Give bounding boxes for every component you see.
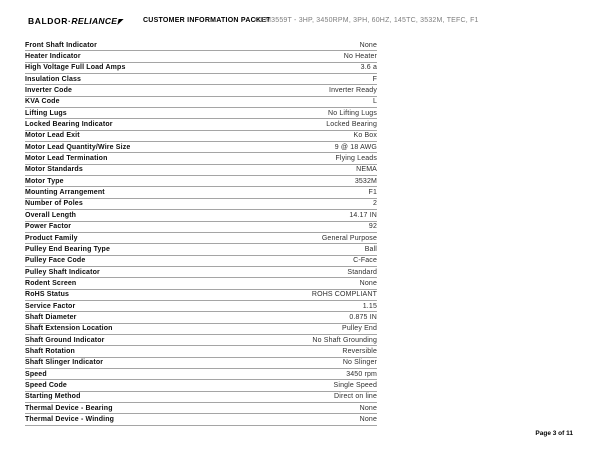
spec-label: Service Factor bbox=[25, 302, 76, 310]
spec-value: Inverter Ready bbox=[328, 87, 377, 95]
spec-value: Pulley End bbox=[342, 325, 377, 333]
table-row bbox=[25, 108, 377, 119]
spec-value: C-Face bbox=[353, 257, 377, 265]
spec-label: Starting Method bbox=[25, 393, 81, 401]
spec-label: Motor Standards bbox=[25, 166, 83, 174]
spec-label: Motor Lead Exit bbox=[25, 132, 80, 140]
spec-label: Shaft Rotation bbox=[25, 347, 75, 355]
logo-reliance-text: RELIANCE bbox=[71, 16, 118, 26]
table-row bbox=[25, 414, 377, 425]
table-row bbox=[25, 278, 377, 289]
page-number: Page 3 of 11 bbox=[535, 430, 573, 437]
spec-label: Thermal Device - Bearing bbox=[25, 404, 113, 412]
table-row bbox=[25, 119, 377, 130]
spec-value: 3450 rpm bbox=[346, 370, 377, 378]
spec-label: Overall Length bbox=[25, 211, 77, 219]
spec-value: Standard bbox=[347, 268, 377, 276]
spec-value: Ko Box bbox=[353, 132, 377, 140]
logo-separator: · bbox=[67, 16, 72, 26]
spec-label: Insulation Class bbox=[25, 75, 82, 83]
spec-value: 92 bbox=[368, 223, 377, 231]
spec-value: None bbox=[359, 404, 377, 412]
table-row bbox=[25, 244, 377, 255]
table-row bbox=[25, 346, 377, 357]
spec-label: Motor Type bbox=[25, 177, 64, 185]
table-row bbox=[25, 392, 377, 403]
spec-label: Number of Poles bbox=[25, 200, 83, 208]
spec-label: Front Shaft Indicator bbox=[25, 41, 97, 49]
spec-value: Single Speed bbox=[333, 381, 377, 389]
table-row bbox=[25, 380, 377, 391]
document-title: CUSTOMER INFORMATION PACKET bbox=[143, 17, 271, 24]
spec-label: Thermal Device - Winding bbox=[25, 416, 115, 424]
spec-label: RoHS Status bbox=[25, 291, 70, 299]
spec-label: Pulley Shaft Indicator bbox=[25, 268, 100, 276]
spec-label: High Voltage Full Load Amps bbox=[25, 64, 126, 72]
spec-label: Speed bbox=[25, 370, 47, 378]
table-row bbox=[25, 358, 377, 369]
spec-label: Pulley End Bearing Type bbox=[25, 245, 111, 253]
spec-label: Lifting Lugs bbox=[25, 109, 67, 117]
table-row bbox=[25, 85, 377, 96]
spec-value: 9 @ 18 AWG bbox=[334, 143, 377, 151]
spec-value: 14.17 IN bbox=[349, 211, 377, 219]
spec-label: Motor Lead Termination bbox=[25, 155, 108, 163]
spec-label: Rodent Screen bbox=[25, 279, 77, 287]
table-row bbox=[25, 199, 377, 210]
table-row bbox=[25, 369, 377, 380]
baldor-reliance-logo bbox=[28, 16, 123, 26]
spec-label: Shaft Diameter bbox=[25, 313, 77, 321]
table-row bbox=[25, 210, 377, 221]
spec-value: Locked Bearing bbox=[326, 121, 377, 129]
table-row bbox=[25, 131, 377, 142]
spec-label: KVA Code bbox=[25, 98, 60, 106]
table-row bbox=[25, 233, 377, 244]
spec-label: Product Family bbox=[25, 234, 78, 242]
table-row bbox=[25, 153, 377, 164]
spec-value: 2 bbox=[372, 200, 377, 208]
table-row bbox=[25, 222, 377, 233]
spec-value: Flying Leads bbox=[335, 155, 377, 163]
spec-value: Direct on line bbox=[334, 393, 377, 401]
spec-value: 1.15 bbox=[362, 302, 377, 310]
spec-label: Motor Lead Quantity/Wire Size bbox=[25, 143, 131, 151]
spec-label: Locked Bearing Indicator bbox=[25, 121, 113, 129]
table-row bbox=[25, 63, 377, 74]
spec-value: None bbox=[359, 416, 377, 424]
table-row bbox=[25, 324, 377, 335]
table-row bbox=[25, 403, 377, 414]
table-row bbox=[25, 301, 377, 312]
spec-value: No Shaft Grounding bbox=[312, 336, 377, 344]
table-row bbox=[25, 165, 377, 176]
spec-value: 3.6 a bbox=[360, 64, 377, 72]
document-header bbox=[0, 0, 600, 30]
table-row bbox=[25, 187, 377, 198]
table-row bbox=[25, 51, 377, 62]
spec-value: None bbox=[359, 279, 377, 287]
spec-value: No Lifting Lugs bbox=[328, 109, 377, 117]
table-row bbox=[25, 74, 377, 85]
table-row bbox=[25, 290, 377, 301]
spec-value: 0.875 IN bbox=[349, 313, 377, 321]
logo-baldor-text: BALDOR bbox=[28, 16, 68, 26]
spec-value: L bbox=[372, 98, 377, 106]
spec-value: General Purpose bbox=[321, 234, 377, 242]
spec-value: Ball bbox=[364, 245, 377, 253]
spec-value: F bbox=[372, 75, 377, 83]
table-row bbox=[25, 335, 377, 346]
spec-label: Power Factor bbox=[25, 223, 72, 231]
table-row bbox=[25, 267, 377, 278]
table-row bbox=[25, 256, 377, 267]
spec-label: Speed Code bbox=[25, 381, 67, 389]
spec-label: Shaft Extension Location bbox=[25, 325, 113, 333]
spec-value: F1 bbox=[368, 189, 377, 197]
table-row bbox=[25, 312, 377, 323]
spec-label: Heater Indicator bbox=[25, 53, 81, 61]
table-row bbox=[25, 40, 377, 51]
spec-value: NEMA bbox=[356, 166, 377, 174]
table-row bbox=[25, 97, 377, 108]
spec-table bbox=[25, 40, 377, 426]
product-summary: CEM3559T - 3HP, 3450RPM, 3PH, 60HZ, 145TC, 3532M, TEFC, F1 bbox=[255, 17, 479, 24]
spec-label: Mounting Arrangement bbox=[25, 189, 105, 197]
spec-value: 3532M bbox=[354, 177, 377, 185]
table-row bbox=[25, 142, 377, 153]
logo-flag-icon bbox=[118, 19, 124, 25]
spec-value: No Heater bbox=[343, 53, 377, 61]
spec-label: Shaft Ground Indicator bbox=[25, 336, 105, 344]
table-row bbox=[25, 176, 377, 187]
spec-value: None bbox=[359, 41, 377, 49]
spec-value: No Slinger bbox=[342, 359, 377, 367]
spec-value: Reversible bbox=[342, 347, 377, 355]
spec-value: ROHS COMPLIANT bbox=[311, 291, 377, 299]
spec-label: Pulley Face Code bbox=[25, 257, 86, 265]
spec-label: Shaft Slinger Indicator bbox=[25, 359, 104, 367]
spec-label: Inverter Code bbox=[25, 87, 73, 95]
